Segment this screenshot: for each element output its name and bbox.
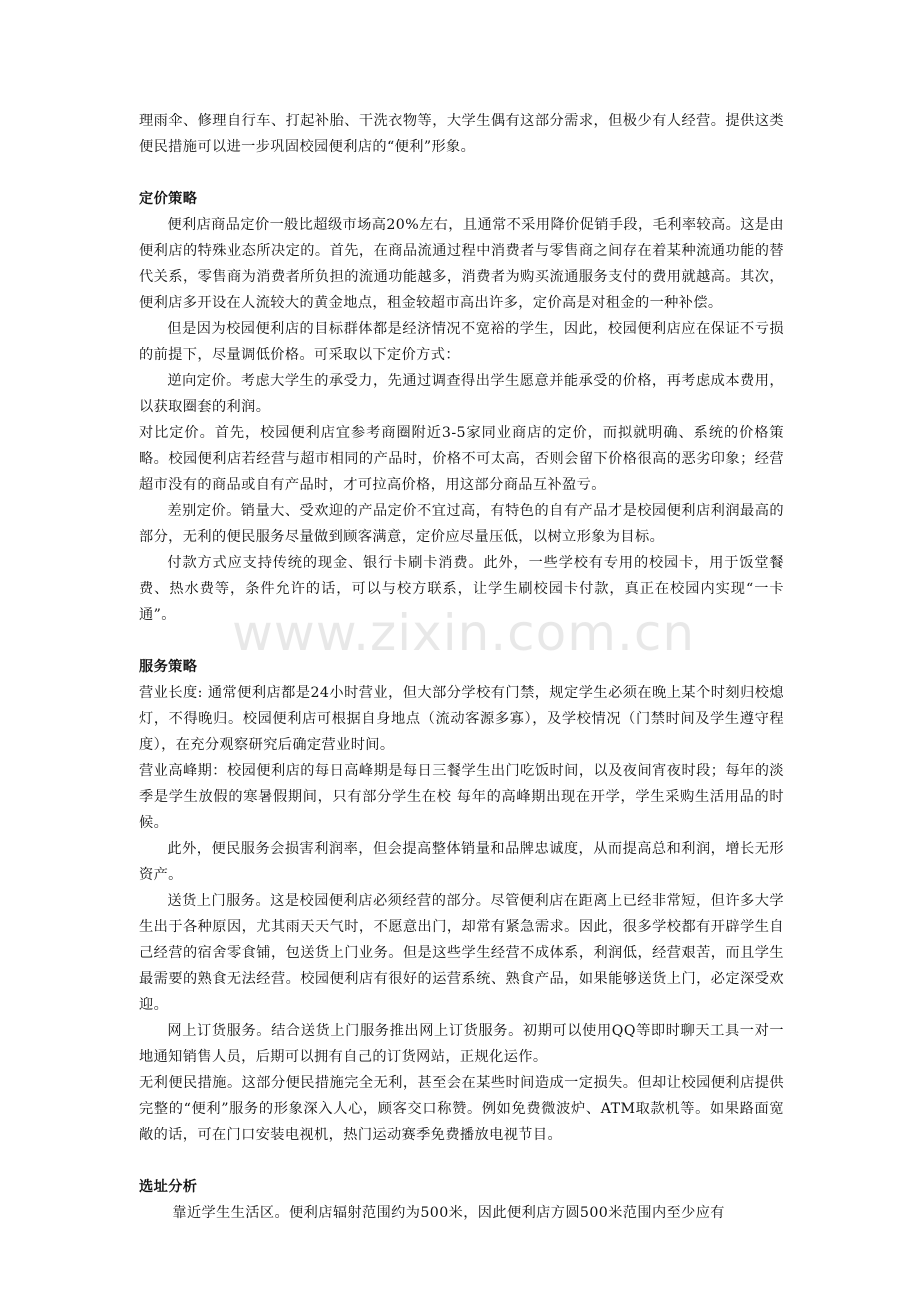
service-paragraph: 营业长度: 通常便利店都是24小时营业，但大部分学校有门禁，规定学生必须在晚上某个时刻归校熄灯，不得晚归。校园便利店可根据自身地点（流动客源多寡），及学校情况（门禁时间及学生遵守程度），在充分观察研究后确定营业时间。 bbox=[139, 685, 784, 753]
pricing-paragraph: 逆向定价。考虑大学生的承受力，先通过调查得出学生愿意并能承受的价格，再考虑成本费用，以获取圈套的利润。 bbox=[139, 373, 784, 415]
service-paragraph: 送货上门服务。这是校园便利店必须经营的部分。尽管便利店在距离上已经非常短，但许多大学生出于各种原因，尤其雨天天气时，不愿意出门，却常有紧急需求。因此，很多学校都有开辟学生自己经营的宿舍零食铺，包送货上门业务。但是这些学生经营不成体系，利润低，经营艰苦，而且学生最需要的熟食无法经营。校园便利店有很好的运营系统、熟食产品，如果能够送货上门，必定深受欢迎。 bbox=[139, 893, 784, 1013]
service-paragraph: 此外，便民服务会损害利润率，但会提高整体销量和品牌忠诚度，从而提高总和利润，增长无形资产。 bbox=[139, 841, 784, 883]
pricing-paragraph: 付款方式应支持传统的现金、银行卡刷卡消费。此外，一些学校有专用的校园卡，用于饭堂餐费、热水费等，条件允许的话，可以与校方联系，让学生刷校园卡付款，真正在校园内实现“一卡通”。 bbox=[139, 555, 784, 623]
pricing-paragraph: 便利店商品定价一般比超级市场高20%左右，且通常不采用降价促销手段，毛利率较高。这是由便利店的特殊业态所决定的。首先，在商品流通过程中消费者与零售商之间存在着某种流通功能的替代关系，零售商为消费者所负担的流通功能越多，消费者为购买流通服务支付的费用就越高。其次，便利店多开设在人流较大的黄金地点，租金较超市高出许多，定价高是对租金的一种补偿。 bbox=[139, 217, 784, 311]
service-paragraph: 营业高峰期：校园便利店的每日高峰期是每日三餐学生出门吃饭时间，以及夜间宵夜时段；每年的淡季是学生放假的寒暑假期间，只有部分学生在校 每年的高峰期出现在开学，学生采购生活用品的时候。 bbox=[139, 763, 784, 831]
location-heading: 选址分析 bbox=[139, 1179, 198, 1195]
service-paragraph: 无利便民措施。这部分便民措施完全无利，甚至会在某些时间造成一定损失。但却让校园便利店提供完整的“便利”服务的形象深入人心，顾客交口称赞。例如免费微波炉、ATM取款机等。如果路面宽敞的话，可在门口安装电视机，热门运动赛季免费播放电视节目。 bbox=[139, 1075, 784, 1143]
service-paragraph: 网上订货服务。结合送货上门服务推出网上订货服务。初期可以使用QQ等即时聊天工具一对一地通知销售人员，后期可以拥有自己的订货网站，正规化运作。 bbox=[139, 1023, 784, 1065]
service-heading: 服务策略 bbox=[139, 659, 198, 675]
watermark: www.zixin.com.cn bbox=[232, 604, 696, 662]
document-body bbox=[139, 108, 784, 1226]
pricing-paragraph: 对比定价。首先，校园便利店宜参考商圈附近3-5家同业商店的定价，而拟就明确、系统的价格策略。校园便利店若经营与超市相同的产品时，价格不可太高，否则会留下价格很高的恶劣印象；经营超市没有的商品或自有产品时，才可拉高价格，用这部分商品互补盈亏。 bbox=[139, 425, 784, 493]
section-spacer bbox=[139, 160, 784, 186]
pricing-paragraph: 但是因为校园便利店的目标群体都是经济情况不宽裕的学生，因此，校园便利店应在保证不亏损的前提下，尽量调低价格。可采取以下定价方式： bbox=[139, 321, 784, 363]
pricing-paragraph: 差别定价。销量大、受欢迎的产品定价不宜过高，有特色的自有产品才是校园便利店利润最高的部分，无利的便民服务尽量做到顾客满意，定价应尽量压低，以树立形象为目标。 bbox=[139, 503, 784, 545]
section-spacer bbox=[139, 628, 784, 654]
section-spacer bbox=[139, 1148, 784, 1174]
intro-paragraph: 理雨伞、修理自行车、打起补胎、干洗衣物等，大学生偶有这部分需求，但极少有人经营。提供这类便民措施可以进一步巩固校园便利店的“便利”形象。 bbox=[139, 113, 784, 155]
pricing-heading: 定价策略 bbox=[139, 191, 198, 207]
location-paragraph: 靠近学生生活区。便利店辐射范围约为500米，因此便利店方圆500米范围内至少应有 bbox=[172, 1205, 725, 1221]
